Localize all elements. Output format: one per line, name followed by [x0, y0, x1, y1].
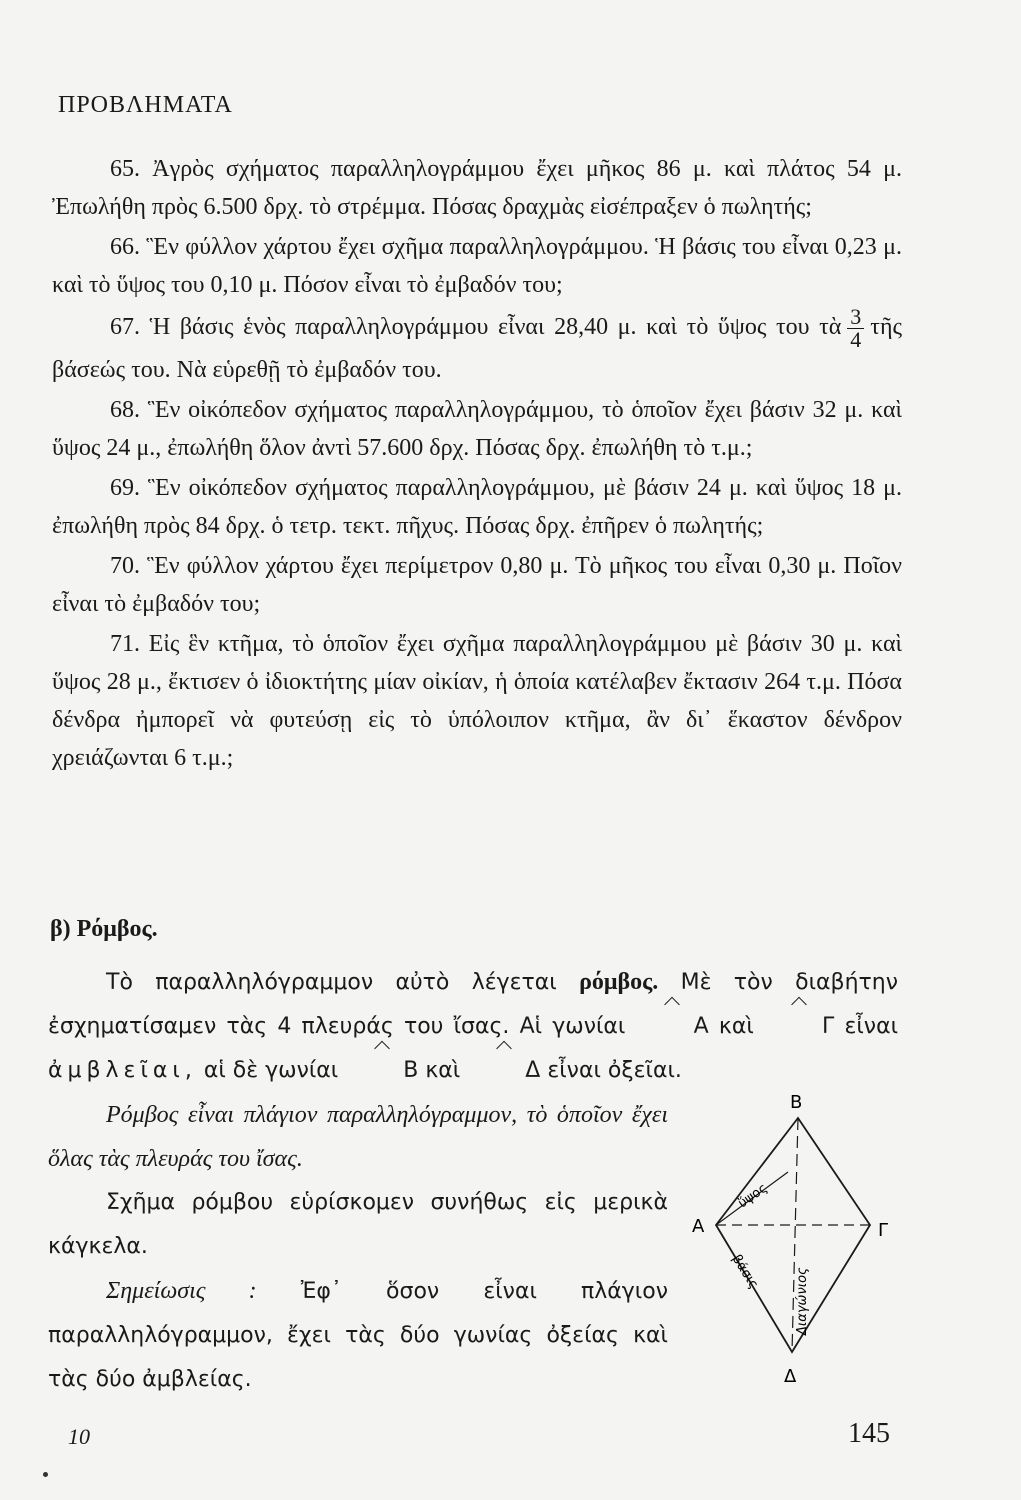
- problem-number: 69.: [110, 475, 140, 501]
- problem-text: Ἓν οἰκόπεδον σχήματος παραλληλογράμμου, τὸ ὁποῖον ἔχει βάσιν 32 μ. καὶ ὕψος 24 μ., ἐπωλήθη ὅλον ἀντὶ 57.600 δρχ. Πόσας δρχ. ἐπωλήθη τὸ τ.μ.;: [52, 397, 903, 461]
- page-header: ΠΡΟΒΛΗΜΑΤΑ: [58, 92, 233, 118]
- fraction-numerator: 3: [847, 306, 864, 329]
- paragraph-definition-intro: [48, 960, 898, 1093]
- text: Ἐφ᾿ ὅσον εἶναι πλάγιον παραλληλόγραμμον, ἔχει τὰς δύο γωνίας ὀξείας καὶ τὰς δύο ἀμβλείας.: [48, 1279, 668, 1392]
- problem-67: [52, 306, 902, 389]
- problem-text: Εἰς ἓν κτῆμα, τὸ ὁποῖον ἔχει σχῆμα παραλληλογράμμου μὲ βάσιν 30 μ. καὶ ὕψος 28 μ., ἔκτισεν ὁ ἰδιοκτήτης μίαν οἰκίαν, ἡ ὁποία κατέλαβεν ἔκτασιν 264 τ.μ. Πόσα δένδρα ἠμπορεῖ νὰ φυτεύσῃ εἰς τὸ ὑπόλοιπον κτῆμα, ἂν δι᾿ ἕκαστον δένδρον χρειάζωνται 6 τ.μ.;: [52, 631, 903, 771]
- problem-65: [52, 150, 902, 226]
- fraction: [847, 306, 864, 351]
- problem-text: Ἀγρὸς σχήματος παραλληλογράμμου ἔχει μῆκος 86 μ. καὶ πλάτος 54 μ. Ἐπωλήθη πρὸς 6.500 δρχ. τὸ στρέμμα. Πόσας δραχμὰς εἰσέπραξεν ὁ πωλητής;: [52, 156, 903, 220]
- angle-label: Α: [636, 1005, 709, 1049]
- problem-70: [52, 547, 902, 623]
- fraction-denominator: 4: [850, 327, 862, 352]
- text: εἶναι ὀξεῖαι.: [547, 1058, 682, 1083]
- problem-number: 66.: [110, 234, 140, 260]
- vertex-label-bottom: Δ: [784, 1366, 797, 1387]
- problem-text: τῆς βάσεώς του. Νὰ εὑρεθῇ τὸ ἐμβαδόν του.: [52, 314, 902, 383]
- base-label: βάσις: [728, 1252, 762, 1292]
- diagonal-label: Διαγώνιος: [795, 1267, 810, 1335]
- bold-term: ρόμβος.: [579, 969, 659, 995]
- problem-list: [52, 150, 902, 779]
- angle-label: Δ: [467, 1049, 540, 1093]
- problem-71: [52, 625, 902, 777]
- section-title: β) Ρόμβος.: [50, 916, 158, 942]
- height-label: ὕψος: [735, 1180, 771, 1212]
- paragraph-example: Σχῆμα ρόμβου εὑρίσκομεν συνήθως εἰς μερικὰ κάγκελα.: [48, 1190, 668, 1259]
- text: αἱ δὲ γωνίαι: [203, 1058, 339, 1083]
- text: καὶ: [718, 1014, 754, 1039]
- ink-dot: [43, 1472, 48, 1477]
- paragraph-definition: Ρόμβος εἶναι πλάγιον παραλληλόγραμμον, τὸ ὁποῖον ἔχει ὅλας τὰς πλευράς του ἴσας.: [48, 1102, 668, 1172]
- text: καὶ: [425, 1058, 461, 1083]
- paragraph-note: [48, 1269, 668, 1402]
- angle-label: Γ: [764, 1005, 834, 1049]
- problem-number: 71.: [110, 631, 140, 657]
- problem-number: 67.: [110, 314, 140, 341]
- problem-text: Ἓν οἰκόπεδον σχήματος παραλληλογράμμου, μὲ βάσιν 24 μ. καὶ ὕψος 18 μ. ἐπωλήθη πρὸς 84 δρχ. ὁ τετρ. τεκτ. πῆχυς. Πόσας δρχ. ἐπῆρεν ὁ πωλητής;: [52, 475, 903, 539]
- problem-66: [52, 228, 902, 304]
- text: Τὸ παραλληλόγραμμον αὐτὸ λέγεται: [106, 970, 557, 995]
- problem-text: Ἓν φύλλον χάρτου ἔχει περίμετρον 0,80 μ. Τὸ μῆκος του εἶναι 0,30 μ. Ποῖον εἶναι τὸ ἐμβαδόν του;: [52, 553, 903, 617]
- problem-number: 65.: [110, 156, 140, 182]
- text: εἶναι: [844, 1014, 899, 1039]
- rhombus-diagram: [680, 1080, 910, 1390]
- problem-number: 68.: [110, 397, 140, 423]
- problem-number: 70.: [110, 553, 140, 579]
- signature-mark: 10: [68, 1424, 90, 1449]
- text: Μὲ τὸν διαβήτην ἐσχηματίσαμεν τὰς 4 πλευράς του ἴσας. Αἱ γωνίαι: [48, 970, 898, 1039]
- spaced-term: ἀμβλεῖαι,: [48, 1058, 197, 1083]
- vertex-label-top: Β: [790, 1092, 803, 1113]
- angle-label: Β: [345, 1049, 418, 1093]
- problem-text: Ἡ βάσις ἑνὸς παραλληλογράμμου εἶναι 28,40 μ. καὶ τὸ ὕψος του τὰ: [149, 314, 842, 341]
- problem-text: Ἓν φύλλον χάρτου ἔχει σχῆμα παραλληλογράμμου. Ἡ βάσις του εἶναι 0,23 μ. καὶ τὸ ὕψος του 0,10 μ. Πόσον εἶναι τὸ ἐμβαδόν του;: [52, 234, 903, 298]
- page-number: 145: [848, 1418, 890, 1449]
- note-label: Σημείωσις :: [106, 1278, 257, 1304]
- vertex-label-right: Γ: [878, 1220, 889, 1241]
- problem-68: [52, 391, 902, 467]
- problem-69: [52, 469, 902, 545]
- vertex-label-left: Α: [692, 1216, 705, 1237]
